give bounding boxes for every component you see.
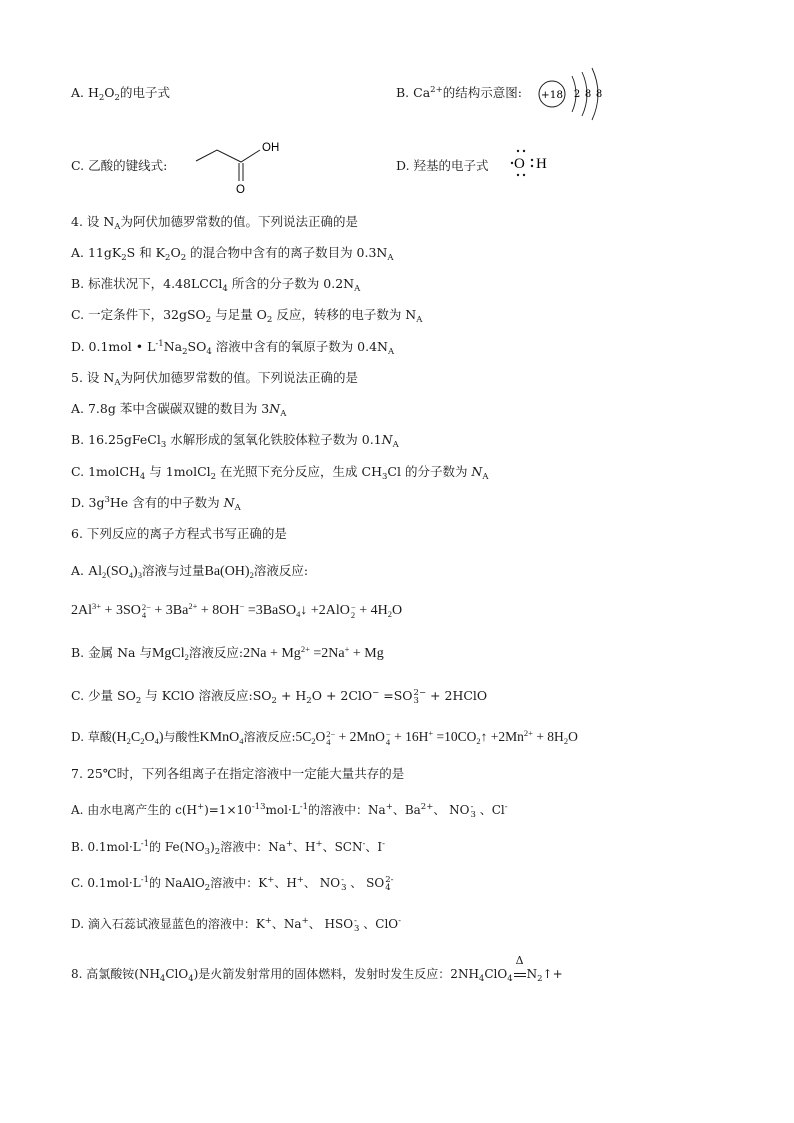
sub: 2 (271, 696, 277, 706)
text: + 16H (390, 729, 429, 744)
ca-ion-structure-diagram (534, 66, 614, 122)
text: 、H (292, 840, 316, 854)
equation (252, 687, 488, 706)
sub: 3 (204, 847, 211, 857)
sup: -13 (251, 802, 266, 812)
text: +2Mn (487, 729, 524, 744)
text: 的 Fe(NO (149, 840, 205, 854)
sup: -1 (299, 802, 309, 812)
sup: 3 (104, 495, 110, 505)
heat-equals-sign (513, 954, 527, 982)
sup: - (354, 915, 357, 926)
text: S 和 K (126, 245, 166, 260)
text: 、Na (271, 917, 302, 931)
text: D. 草酸 (71, 730, 112, 744)
text: +2AlO (307, 603, 350, 619)
sub: 3 (381, 472, 388, 482)
q7-option-d (71, 916, 401, 933)
nucleus-charge: +18 (540, 89, 564, 101)
sub: 3 (413, 695, 419, 706)
text: =3BaSO (244, 603, 297, 619)
text: + 4H (355, 603, 388, 619)
text: + 8H (532, 729, 564, 744)
sub: 4 (296, 609, 301, 620)
sub: 2 (182, 347, 188, 357)
sub: 2 (214, 847, 221, 857)
formula (200, 730, 244, 745)
text: A. 7.8g 苯中含碳碳双键的数目为 3 (71, 401, 270, 416)
text: O (170, 245, 181, 260)
text: 、H (274, 876, 297, 890)
text: + 8OH (197, 603, 240, 619)
sup: − (239, 601, 245, 612)
text: O + 2ClO (311, 688, 373, 703)
electron-dot (511, 162, 513, 164)
text: C. 1molCH (71, 464, 140, 479)
text: 的混合物中含有的离子数目为 0.3N (186, 245, 388, 260)
text: O (104, 85, 115, 100)
text: 、 SO (346, 876, 385, 890)
sub: 4 (141, 610, 147, 620)
sub: A (388, 347, 395, 357)
sup: + (285, 839, 293, 849)
text: + H (276, 688, 307, 703)
text: C. 0.1mol·L (71, 876, 141, 890)
delta-symbol: Δ (515, 954, 524, 967)
text: ↑ (480, 729, 488, 744)
q4-option-b (71, 276, 360, 292)
electron-dot (531, 159, 533, 161)
text: KMnO (199, 730, 240, 745)
text: )=1×10 (204, 803, 252, 817)
sub: 3 (341, 882, 347, 893)
sub: 4 (206, 347, 212, 357)
sup: - (398, 916, 402, 926)
sub: 4 (154, 736, 159, 746)
sup: + (428, 728, 434, 738)
sup: -1 (140, 875, 149, 885)
hydroxyl-label: OH (262, 142, 280, 154)
formula (204, 564, 253, 579)
text: D. 0.1mol • L (71, 339, 156, 354)
oxygen-symbol: O (514, 156, 525, 172)
sup: - (341, 874, 344, 885)
sub: A (114, 222, 121, 232)
sup: + (301, 916, 309, 926)
text: =SO (379, 688, 413, 703)
sub: A (482, 472, 489, 482)
sub: 3 (470, 809, 476, 820)
sub: 2 (121, 253, 127, 263)
q3-option-b (396, 85, 522, 101)
formula (112, 730, 164, 745)
sub: 2 (387, 609, 392, 620)
q4-option-a (71, 245, 394, 261)
shell-electrons-2: 8 (584, 89, 592, 100)
sub: A (114, 378, 121, 388)
text: SO (252, 688, 272, 703)
text: D. 滴入石蕊试液显蓝色的溶液中：K (71, 917, 265, 931)
text: 与 KClO 溶液反应: (141, 688, 253, 703)
text: O (144, 730, 155, 745)
text: C. 一定条件下，32gSO (71, 307, 206, 322)
text: B. 标准状况下，4.48LCCl (71, 276, 223, 291)
sub: 4 (239, 736, 244, 746)
text: 反应，转移的电子数为 N (272, 307, 417, 322)
sub: A (354, 284, 361, 294)
text: ↑+ (542, 967, 563, 981)
text: 溶液与过量 (141, 563, 205, 578)
text: 的 NaAlO (148, 876, 205, 890)
sub: 3 (354, 923, 360, 934)
sub: 3 (137, 570, 142, 580)
formula (88, 564, 142, 579)
text: + Mg (349, 646, 384, 661)
text: O (315, 729, 326, 744)
q6-option-a (71, 563, 308, 580)
supsub (414, 689, 427, 705)
hydrogen-symbol: H (536, 156, 547, 172)
sup: 2+ (188, 601, 198, 612)
text: 溶液中含有的氧原子数为 0.4N (211, 339, 388, 354)
sup: 2− (141, 602, 151, 612)
text: A. 由水电离产生的 c(H (71, 803, 197, 817)
q5-option-a (71, 401, 286, 417)
text: 2Al (71, 603, 92, 619)
text: 为阿伏加德罗常数的值。下列说法正确的是 (120, 214, 358, 229)
sub: 4 (222, 284, 228, 294)
sub: 4 (507, 974, 513, 984)
sub: 2 (266, 315, 273, 325)
oxygen-label: O (236, 184, 245, 196)
text: Ba(OH) (204, 564, 250, 579)
text: B. Ca (396, 85, 431, 100)
q5-stem (71, 370, 358, 386)
text: C (130, 730, 141, 745)
electron-dot (517, 150, 519, 152)
text: 溶液中：K (210, 876, 268, 890)
text: N (269, 401, 281, 416)
q5-option-b (71, 432, 399, 448)
hydroxyl-electron-formula (508, 148, 556, 178)
sub: A (280, 409, 287, 419)
text: A. 11gK (71, 245, 122, 260)
sup: + (264, 916, 272, 926)
text: B. 16.25gFeCl (71, 432, 161, 447)
q4-option-d (71, 339, 394, 355)
sub: 4 (139, 472, 146, 482)
sup: 2− (413, 687, 427, 698)
q6-option-b (71, 645, 384, 662)
sup: - (362, 839, 366, 849)
text: 与足量 O (211, 307, 267, 322)
sup: -1 (140, 839, 150, 849)
text: He 含有的中子数为 (109, 495, 224, 510)
equals-bars (514, 973, 526, 977)
text: + 2MnO (335, 729, 385, 744)
text: Cl 的分子数为 (387, 464, 472, 479)
text: 为阿伏加德罗常数的值。下列说法正确的是 (120, 370, 358, 385)
sub: 2 (98, 93, 105, 103)
sup: 2+ (420, 802, 434, 812)
carbon-chain (196, 150, 260, 162)
sup: 2- (385, 874, 394, 885)
text: N (223, 495, 235, 510)
text: ) (133, 564, 138, 579)
supsub (385, 876, 393, 892)
text: Na (163, 339, 183, 354)
text: 4. 设 N (71, 214, 115, 229)
sub: 4 (326, 736, 331, 747)
sub: 4 (128, 570, 134, 580)
text: (H (111, 730, 127, 745)
sub: 4 (385, 882, 391, 893)
text: 、 NO (303, 876, 341, 890)
sub: 4 (478, 974, 485, 984)
electron-dot (517, 174, 519, 176)
text: 溶液反应: (188, 645, 244, 660)
sub: 2 (210, 472, 217, 482)
text: ↓ (300, 603, 308, 619)
electron-dot (531, 165, 533, 167)
electron-dot (523, 174, 525, 176)
sub: 4 (159, 974, 166, 984)
shell-electrons-1: 2 (573, 89, 581, 100)
sub: 2 (311, 736, 316, 746)
sup: − (385, 728, 391, 739)
text: ) (210, 840, 215, 854)
sub: 2 (205, 315, 212, 325)
text: 、SCN (322, 840, 363, 854)
text: mol·L (265, 803, 300, 817)
supsub (326, 730, 335, 746)
text: 2Na + Mg (243, 646, 301, 661)
sub: 2 (563, 736, 569, 746)
sub: 2 (114, 93, 120, 103)
sup: -1 (155, 339, 164, 349)
text: Al (87, 564, 102, 579)
text: ClO (165, 967, 189, 981)
q3-option-d: D. 羟基的电子式 (396, 158, 489, 173)
q4-stem (71, 214, 358, 230)
sub: 2 (126, 736, 131, 746)
q7-option-b (71, 839, 385, 855)
sup: - (382, 839, 385, 849)
sup: 2+ (300, 644, 310, 654)
text: C. 少量 SO (71, 688, 136, 703)
q5-option-d (71, 495, 241, 511)
sub: 2 (476, 736, 481, 746)
sub: 2 (306, 696, 312, 706)
sub: A (416, 315, 423, 325)
sup: + (196, 802, 205, 812)
sub: 2 (101, 570, 107, 580)
q8-stem (71, 954, 563, 984)
sub: 3 (160, 440, 167, 450)
formula (152, 646, 189, 661)
text: 溶液反应: (253, 563, 309, 578)
sup: − (372, 688, 380, 698)
text: )是火箭发射常用的固体燃料，发射时发生反应：2NH (193, 967, 479, 981)
text: N (471, 464, 483, 479)
text: A. (71, 563, 88, 578)
text: 、Cl (475, 803, 505, 817)
q5-option-c (71, 464, 489, 480)
text: O (391, 603, 403, 619)
sup: - (470, 801, 474, 812)
sub: 4 (385, 736, 391, 747)
text: 与 1molCl (145, 464, 211, 479)
text: 、ClO (359, 917, 399, 931)
text: 溶液中：Na (220, 840, 286, 854)
sub: 2 (165, 253, 171, 263)
text: ) (158, 730, 164, 745)
sup: + (296, 875, 304, 885)
text: D. 3g (71, 495, 105, 510)
text: 、 HSO (308, 917, 354, 931)
sup: 2+ (523, 728, 533, 738)
text: 的电子式 (119, 85, 170, 100)
q6-option-a-equation (71, 603, 402, 619)
sub: 2 (204, 883, 211, 893)
sup: 2+ (430, 85, 443, 95)
text: 、I (365, 840, 383, 854)
text: =10CO (433, 729, 477, 744)
sup: 3+ (92, 601, 102, 612)
text: SO (187, 339, 207, 354)
text: B. 0.1mol·L (71, 840, 141, 854)
sup: + (267, 875, 275, 885)
text: 与酸性 (163, 730, 200, 744)
text: MgCl (151, 646, 185, 661)
text: 8. 高氯酸铵(NH (71, 967, 160, 981)
sup: − (350, 602, 356, 612)
q7-option-c (71, 875, 393, 892)
text: 5C (295, 729, 312, 744)
text: ClO (484, 967, 508, 981)
text: 的结构示意图: (442, 85, 522, 100)
text: + 2HClO (426, 688, 488, 703)
text: 在光照下充分反应，生成 CH (216, 464, 382, 479)
q3-option-a (71, 85, 170, 101)
sub: 2 (249, 570, 254, 580)
supsub (142, 603, 151, 619)
sub: A (387, 253, 394, 263)
text: =2Na (309, 646, 345, 661)
q7-option-a (71, 802, 508, 819)
q7-stem: 7. 25℃时，下列各组离子在指定溶液中一定能大量共存的是 (71, 766, 405, 781)
sub: 4 (188, 974, 194, 984)
sup: + (385, 802, 393, 812)
text: 溶液反应: (243, 730, 296, 744)
text: 的溶液中：Na (308, 803, 386, 817)
q6-option-c (71, 688, 487, 705)
text: 5. 设 N (71, 370, 115, 385)
shell-electrons-3: 8 (595, 89, 603, 100)
text: N (381, 432, 393, 447)
text: 、 NO (433, 803, 470, 817)
sup: + (344, 644, 350, 654)
text: + 3SO (101, 603, 141, 619)
text: 、Ba (392, 803, 421, 817)
sup: - (504, 802, 508, 812)
sup: 2− (326, 728, 336, 739)
text: 水解形成的氢氧化铁胶体粒子数为 0.1 (166, 432, 382, 447)
q4-option-c (71, 307, 422, 323)
acetic-acid-skeletal-formula (190, 138, 300, 198)
text: B. 金属 Na 与 (71, 645, 152, 660)
equation (243, 646, 384, 661)
sub: 2 (135, 696, 142, 706)
q3-option-c: C. 乙酸的键线式: (71, 158, 168, 173)
sub: 2 (350, 610, 356, 620)
q3a-text: A. H (71, 85, 99, 100)
q6-stem: 6. 下列反应的离子方程式书写正确的是 (71, 526, 287, 541)
text: (SO (106, 564, 129, 579)
sub: 2 (180, 253, 187, 263)
text: O (568, 729, 578, 744)
text: N (526, 967, 538, 981)
q6-option-d (71, 729, 578, 746)
sub: 2 (537, 974, 543, 984)
text: + 3Ba (150, 603, 189, 619)
text: 所含的分子数为 0.2N (227, 276, 355, 291)
sub: 2 (140, 736, 145, 746)
sub: A (234, 503, 241, 513)
sub: A (392, 440, 399, 450)
equation (295, 728, 578, 747)
electron-dot (523, 150, 525, 152)
sub: 2 (184, 652, 189, 662)
sup: + (315, 839, 323, 849)
